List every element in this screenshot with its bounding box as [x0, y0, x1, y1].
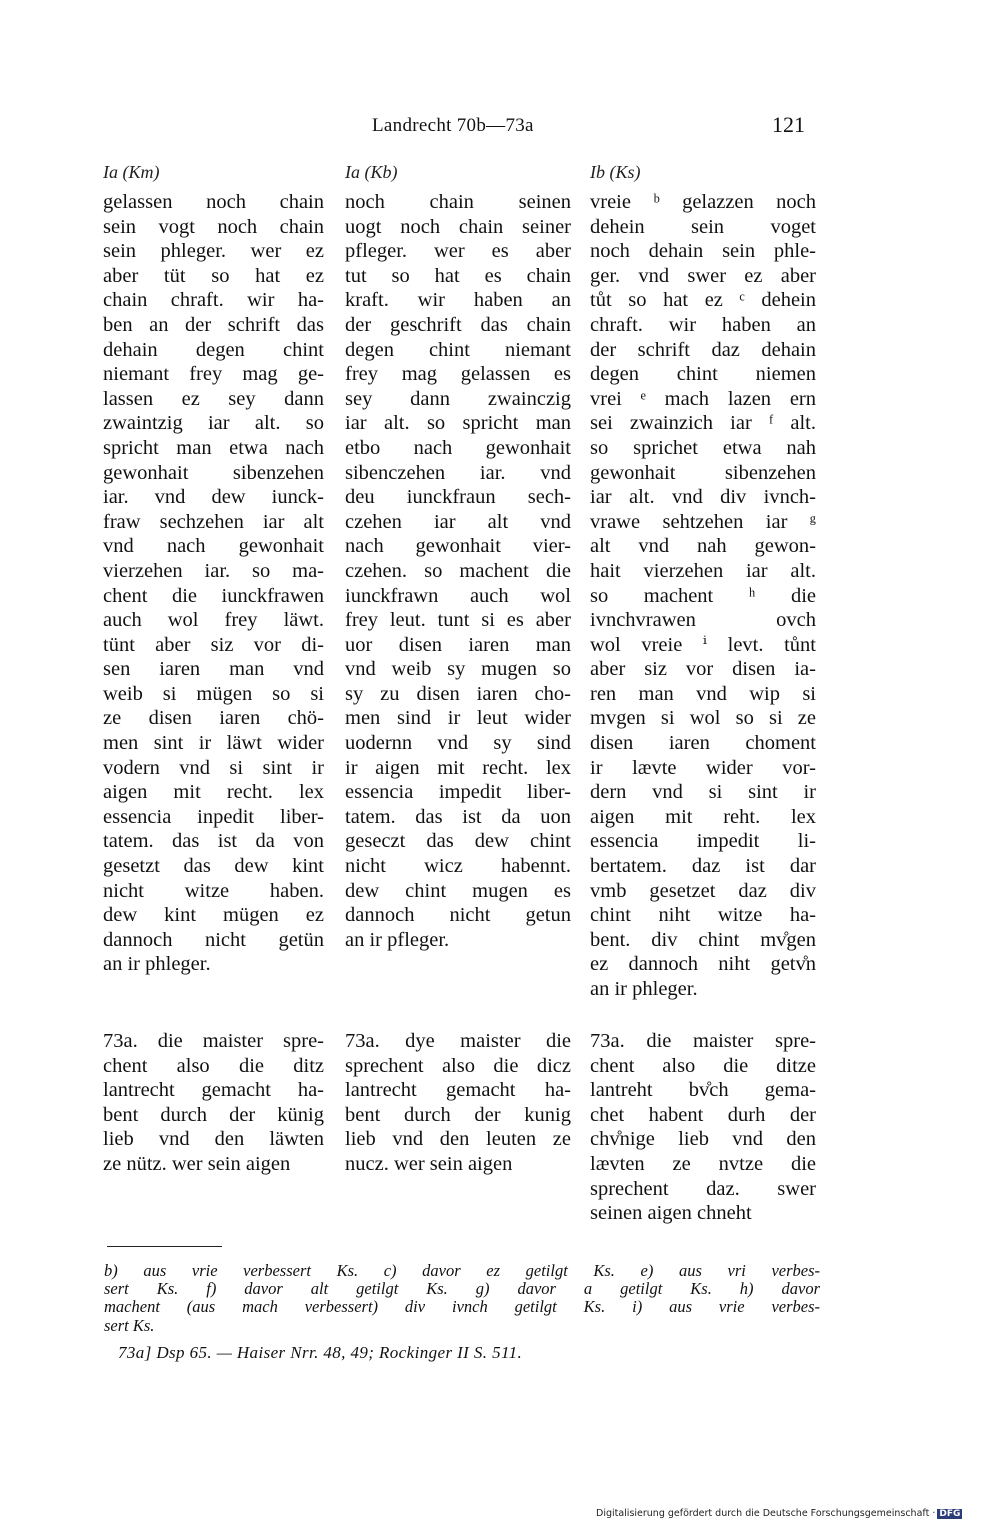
text-line: aigen mit recht. lex — [103, 781, 324, 804]
column-3-section-73a — [590, 1029, 816, 1226]
column-sigil-2: Ia (Kb) — [345, 162, 398, 182]
column-1-section-73a — [103, 1029, 324, 1177]
text-line: 73a. dye maister die — [345, 1030, 571, 1052]
text-line: zwaintzig iar alt. so — [103, 412, 324, 435]
text-line: deu iunckfraun sech- — [345, 486, 571, 509]
text-line: dehein sein voget — [590, 215, 816, 238]
text-line: vierzehen iar. so ma- — [103, 559, 324, 582]
text-line: 73a. die maister spre- — [590, 1030, 816, 1052]
text-line: uodernn vnd sy sind — [345, 732, 571, 755]
text-line: degen chint niemen — [590, 363, 816, 386]
text-line: sprechent also die dicz — [345, 1054, 571, 1077]
text-line: an ir phleger. — [590, 978, 698, 1000]
text-line: ir lævte wider vor- — [590, 756, 816, 779]
text-line: tünt aber siz vor di- — [103, 633, 324, 656]
text-line: bent. div chint mv̊gen — [590, 928, 816, 951]
text-line: ger. vnd swer ez aber — [590, 264, 816, 287]
text-line: chent also die ditze — [590, 1054, 816, 1077]
text-line: disen iaren choment — [590, 732, 816, 755]
text-line: chraft. wir haben an — [590, 313, 816, 336]
text-line: vrei ᵉ mach lazen ern — [590, 387, 816, 410]
footnote-rule — [107, 1246, 222, 1247]
text-line: iar alt. vnd div ivnch- — [590, 486, 816, 509]
text-line: hait vierzehen iar alt. — [590, 559, 816, 582]
column-sigil-3: Ib (Ks) — [590, 162, 641, 182]
text-line: tatem. das ist da von — [103, 830, 324, 853]
column-2-section-73a — [345, 1029, 571, 1177]
text-line: sey dann zwainczig — [345, 387, 571, 410]
text-line: aber tüt so hat ez — [103, 264, 324, 287]
text-line: degen chint niemant — [345, 338, 571, 361]
text-line: tatem. das ist da uon — [345, 805, 571, 828]
text-line: b) aus vrie verbessert Ks. c) davor ez getilgt Ks. e) aus vri verbes- — [104, 1261, 820, 1280]
text-line: men sind ir leut wider — [345, 707, 571, 730]
text-line: chint niht witze ha- — [590, 904, 816, 927]
text-line: dannoch nicht getün — [103, 928, 324, 951]
text-line: gewonhait sibenzehen — [590, 461, 816, 484]
text-line: ivnchvrawen ovch — [590, 609, 816, 632]
text-line: so sprichet etwa nah — [590, 436, 816, 459]
text-line: lantrecht gemacht ha- — [345, 1079, 571, 1102]
text-line: dern vnd si sint ir — [590, 781, 816, 804]
text-line: iar. vnd dew iunck- — [103, 486, 324, 509]
text-line: lantreht bv̊ch gema- — [590, 1079, 816, 1102]
text-line: weib si mügen so si — [103, 682, 324, 705]
text-line: an ir phleger. — [103, 953, 211, 976]
text-line: der schrift daz dehain — [590, 338, 816, 361]
text-line: aigen mit reht. lex — [590, 805, 816, 828]
text-line: iar alt. so spricht man — [345, 412, 571, 435]
text-line: nicht wicz habennt. — [345, 855, 571, 878]
text-line: sprechent daz. swer — [590, 1177, 816, 1200]
text-line: czehen. so machent die — [345, 559, 571, 582]
source-references: 73a] Dsp 65. — Haiser Nrr. 48, 49; Rockinger II S. 511. — [118, 1343, 523, 1362]
text-line: dannoch nicht getun — [345, 904, 571, 927]
text-line: czehen iar alt vnd — [345, 510, 571, 533]
text-line: uogt noch chain seiner — [345, 215, 571, 238]
text-line: vnd nach gewonhait — [103, 535, 324, 558]
text-line: dehain degen chint — [103, 338, 324, 361]
text-line: der geschrift das chain — [345, 313, 571, 336]
text-line: essencia impedit li- — [590, 830, 816, 853]
text-line: vreie ᵇ gelazzen noch — [590, 191, 816, 213]
text-line: nucz. wer sein aigen — [345, 1152, 513, 1175]
text-line: bent durch der kunig — [345, 1103, 571, 1126]
text-line: ren man vnd wip si — [590, 682, 816, 705]
text-line: gesetzt das dew kint — [103, 855, 324, 878]
text-line: bent durch der künig — [103, 1103, 324, 1126]
text-line: kraft. wir haben an — [345, 289, 571, 312]
text-line: ze nütz. wer sein aigen — [103, 1152, 291, 1175]
text-line: lieb vnd den leuten ze — [345, 1128, 571, 1151]
text-line: vmb gesetzet daz div — [590, 879, 816, 902]
text-line: 73a. die maister spre- — [103, 1030, 324, 1052]
text-line: chv̊nige lieb vnd den — [590, 1128, 816, 1151]
text-line: auch wol frey läwt. — [103, 609, 324, 632]
text-line: frey mag gelassen es — [345, 363, 571, 386]
column-1-top-text — [103, 190, 324, 977]
text-line: dew chint mugen es — [345, 879, 571, 902]
text-line: ben an der schrift das — [103, 313, 324, 336]
text-line: sibenczehen iar. vnd — [345, 461, 571, 484]
column-2-top-text — [345, 190, 571, 952]
text-line: gelassen noch chain — [103, 191, 324, 213]
text-line: spricht man etwa nach — [103, 436, 324, 459]
running-header-title: Landrecht 70b—73a — [372, 115, 534, 136]
text-line: sein phleger. wer ez — [103, 240, 324, 263]
text-line: noch dehain sein phle- — [590, 240, 816, 263]
text-line: ir aigen mit recht. lex — [345, 756, 571, 779]
column-3-top-text — [590, 190, 816, 1002]
text-line: nach gewonhait vier- — [345, 535, 571, 558]
text-line: geseczt das dew chint — [345, 830, 571, 853]
text-line: etbo nach gewonhait — [345, 436, 571, 459]
credit-text: Digitalisierung gefördert durch die Deutsche Forschungsgemeinschaft · — [596, 1508, 936, 1519]
text-line: men sint ir läwt wider — [103, 732, 324, 755]
text-line: bertatem. daz ist dar — [590, 855, 816, 878]
text-line: ze disen iaren chö- — [103, 707, 324, 730]
text-line: essencia inpedit liber- — [103, 805, 324, 828]
text-line: chet habent durh der — [590, 1103, 816, 1126]
dfg-logo: DFG — [939, 1509, 961, 1519]
text-line: noch chain seinen — [345, 191, 571, 213]
text-line: tůt so hat ez ᶜ dehein — [590, 289, 816, 312]
text-line: an ir pfleger. — [345, 928, 450, 951]
text-line: sen iaren man vnd — [103, 658, 324, 681]
text-line: sy zu disen iaren cho- — [345, 682, 571, 705]
text-line: iunckfrawn auch wol — [345, 584, 571, 607]
text-line: chent also die ditz — [103, 1054, 324, 1077]
footnotes — [104, 1262, 820, 1335]
text-line: sein vogt noch chain — [103, 215, 324, 238]
text-line: alt vnd nah gewon- — [590, 535, 816, 558]
text-line: nicht witze haben. — [103, 879, 324, 902]
text-line: niemant frey mag ge- — [103, 363, 324, 386]
text-line: essencia impedit liber- — [345, 781, 571, 804]
text-line: lantrecht gemacht ha- — [103, 1079, 324, 1102]
text-line: lævten ze nvtze die — [590, 1152, 816, 1175]
text-line: gewonhait sibenzehen — [103, 461, 324, 484]
text-line: uor disen iaren man — [345, 633, 571, 656]
text-line: pfleger. wer es aber — [345, 240, 571, 263]
text-line: chain chraft. wir ha- — [103, 289, 324, 312]
text-line: seinen aigen chneht — [590, 1202, 752, 1225]
text-line: sei zwainzich iar ᶠ alt. — [590, 412, 816, 435]
digitization-credit — [596, 1508, 962, 1519]
text-line: fraw sechzehen iar alt — [103, 510, 324, 533]
column-sigil-1: Ia (Km) — [103, 162, 160, 182]
text-line: ez dannoch niht getv̊n — [590, 953, 816, 976]
text-line: so machent ʰ die — [590, 584, 816, 607]
text-line: mvgen si wol so si ze — [590, 707, 816, 730]
text-line: sert Ks. — [104, 1315, 155, 1335]
text-line: tut so hat es chain — [345, 264, 571, 287]
text-line: lassen ez sey dann — [103, 387, 324, 410]
page-number: 121 — [772, 112, 805, 137]
text-line: wol vreie ⁱ levt. tůnt — [590, 633, 816, 656]
text-line: dew kint mügen ez — [103, 904, 324, 927]
text-line: chent die iunckfrawen — [103, 584, 324, 607]
text-line: vnd weib sy mugen so — [345, 658, 571, 681]
text-line: lieb vnd den läwten — [103, 1128, 324, 1151]
text-line: frey leut. tunt si es aber — [345, 609, 571, 632]
text-line: vrawe sehtzehen iar ᵍ — [590, 510, 816, 533]
text-line: sert Ks. f) davor alt getilgt Ks. g) davor a getilgt Ks. h) davor — [104, 1279, 820, 1299]
text-line: vodern vnd si sint ir — [103, 756, 324, 779]
text-line: machent (aus mach verbessert) div ivnch getilgt Ks. i) aus vrie verbes- — [104, 1297, 820, 1317]
text-line: aber siz vor disen ia- — [590, 658, 816, 681]
